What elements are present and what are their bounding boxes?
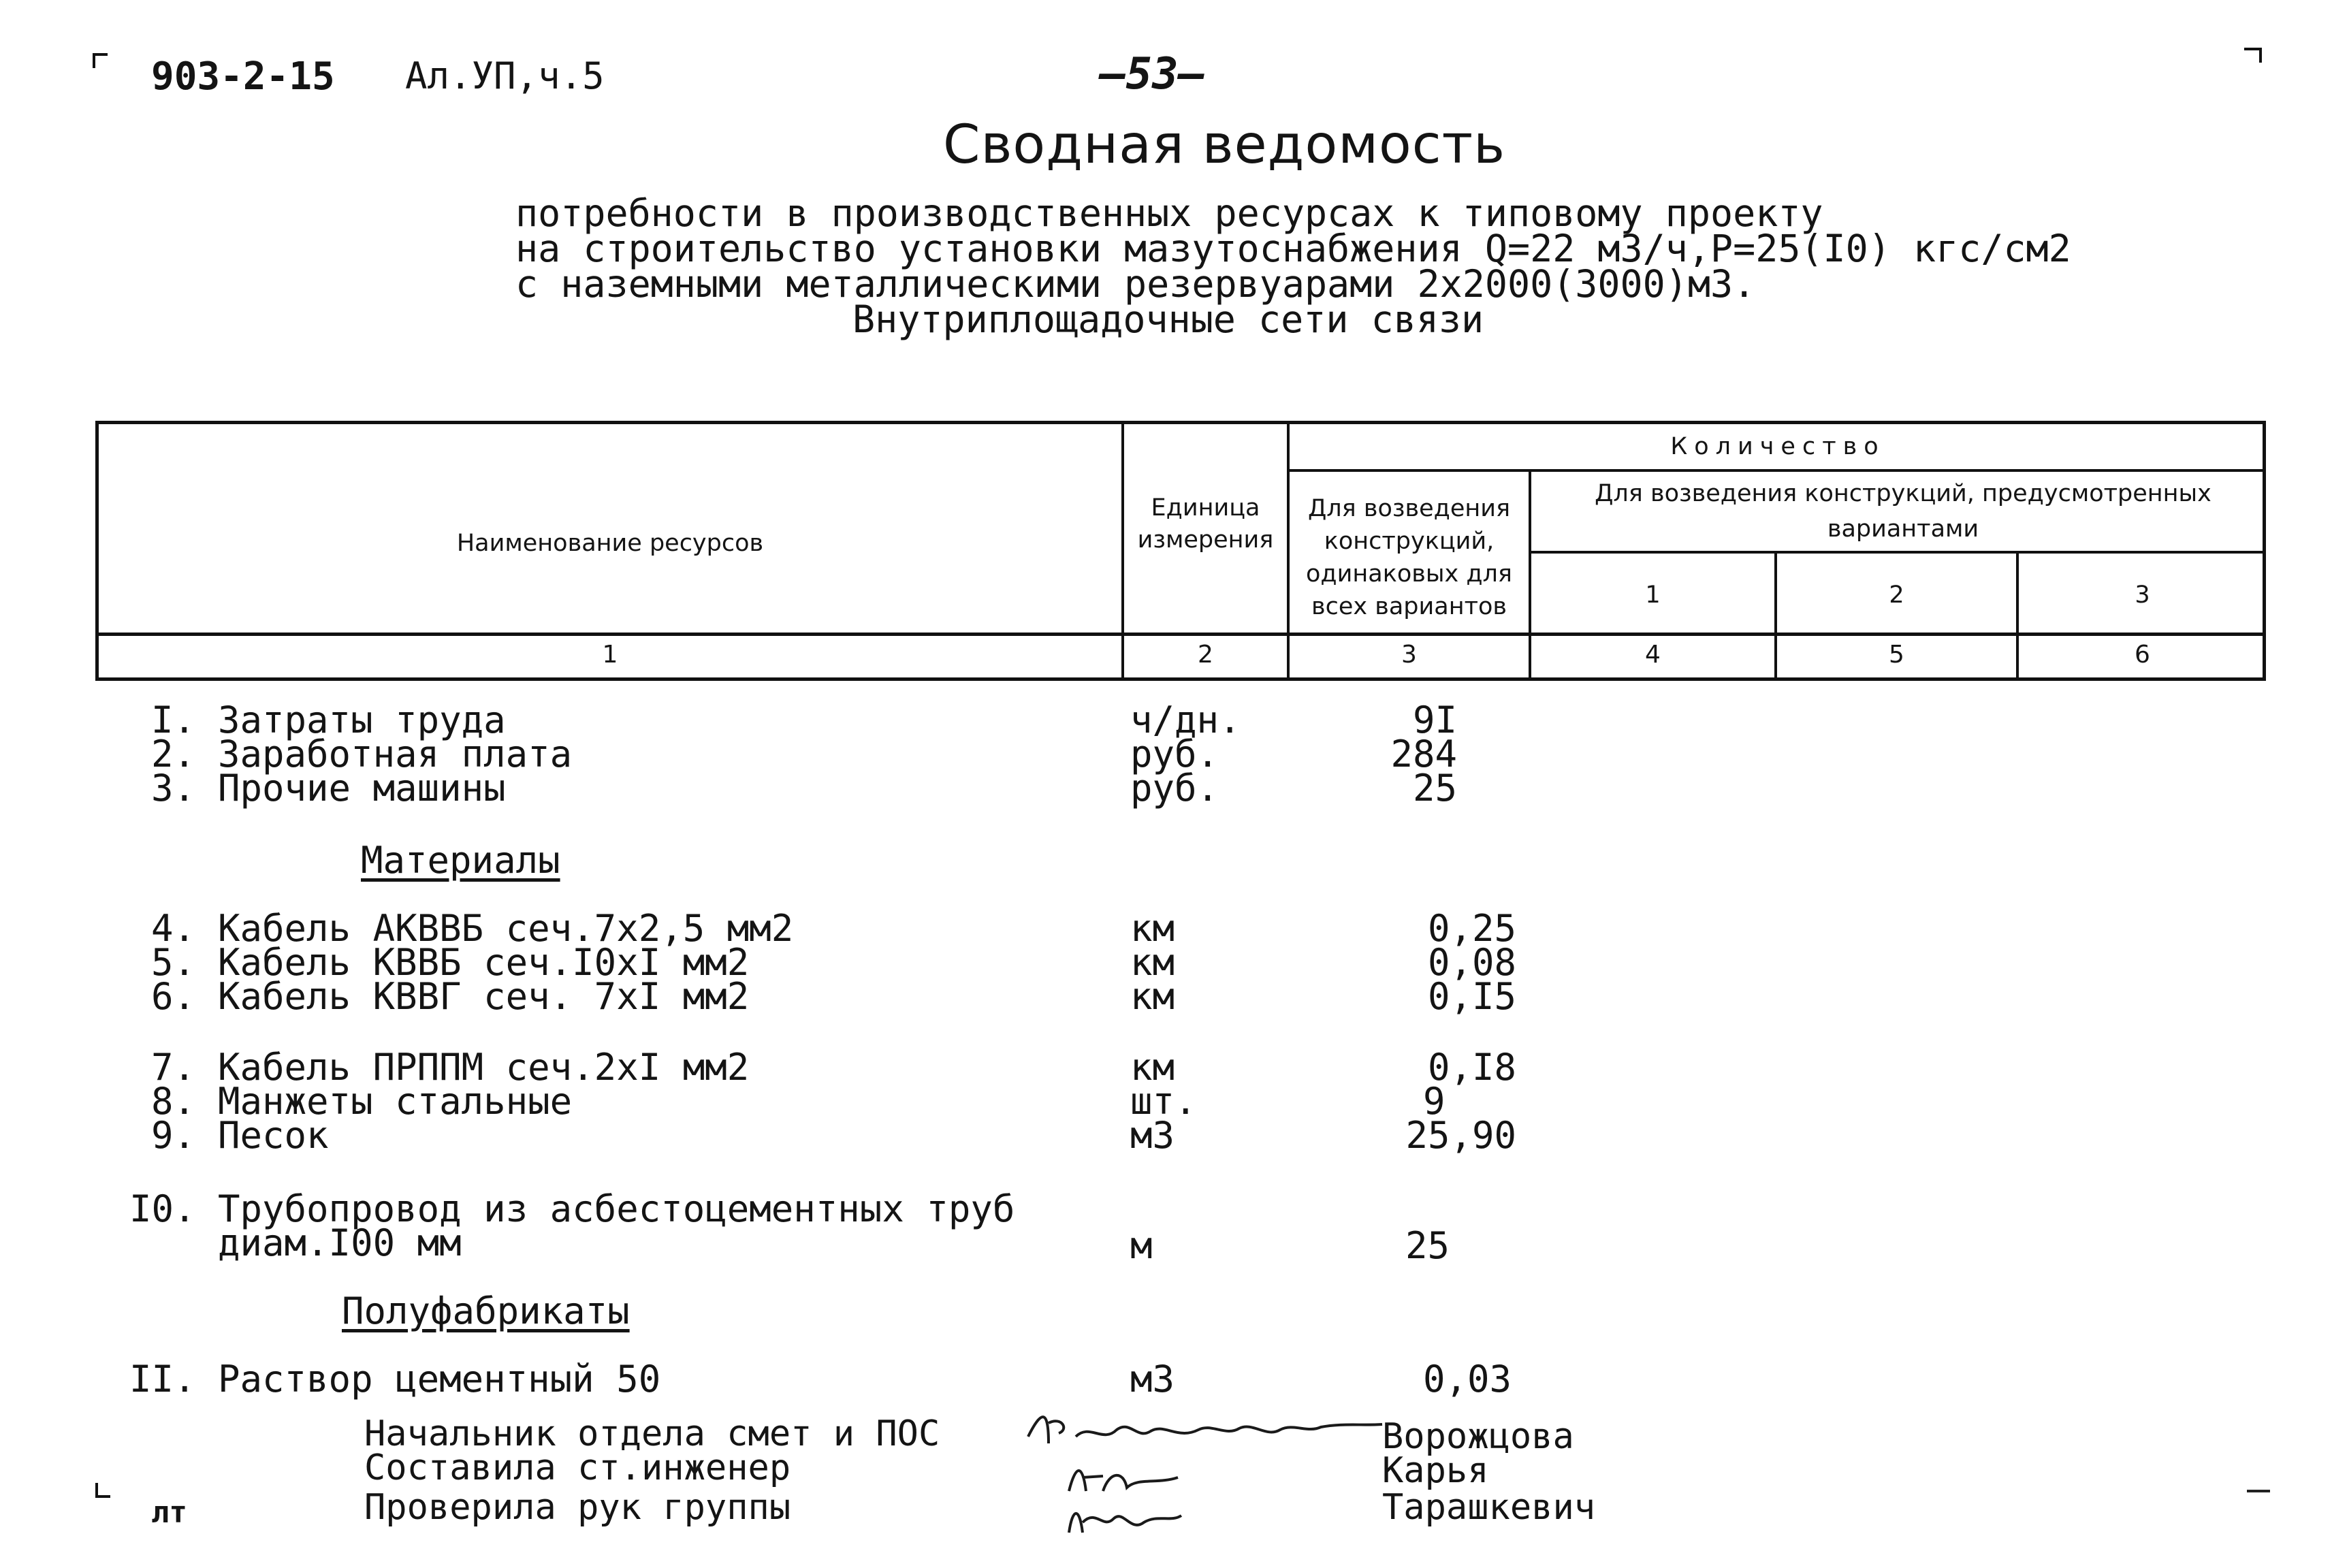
row-name: Кабель КВВГ сеч. 7хI мм2 (218, 975, 750, 1018)
row-unit: м (1130, 1224, 1153, 1267)
row-name: Манжеты стальные (218, 1080, 573, 1123)
row-quantity: 0,08 (1427, 941, 1516, 984)
row-number: 4. (151, 907, 196, 950)
row-number: II. (129, 1358, 196, 1401)
header-by-variants (1563, 476, 2243, 547)
footer-mark: лт (151, 1495, 187, 1530)
signature-name-1: Ворожцова (1382, 1416, 1574, 1457)
row-unit: км (1130, 907, 1175, 950)
row-name: Раствор цементный 50 (218, 1358, 661, 1401)
table-row (0, 1114, 2332, 1157)
header-by-variants-text: Для возведения конструкций, предусмотренных вариантами (1595, 480, 2211, 543)
row-unit: шт. (1130, 1080, 1197, 1123)
header-variant-3: 3 (2135, 581, 2150, 609)
column-number-4: 4 (1645, 641, 1661, 669)
row-name: Песок (218, 1114, 329, 1157)
row-quantity: 25,90 (1405, 1114, 1516, 1157)
table-row (0, 975, 2332, 1018)
row-quantity: 0,I5 (1427, 975, 1516, 1018)
row-number: 2. (151, 733, 196, 775)
column-number-2: 2 (1198, 641, 1213, 669)
row-quantity: 9I (1412, 699, 1457, 741)
row-unit: км (1130, 975, 1175, 1018)
table-row (0, 1358, 2332, 1401)
row-number: I. (151, 699, 196, 741)
handwritten-signature-1 (1021, 1403, 1389, 1457)
row-name: Кабель КВВБ сеч.I0хI мм2 (218, 941, 750, 984)
header-unit-text: Единица измерения (1137, 494, 1274, 554)
header-common-variants (1290, 492, 1529, 623)
row-name: Кабель ПРППМ сеч.2хI мм2 (218, 1046, 750, 1089)
corner-mark-bottom-left (95, 1483, 110, 1498)
row-name: Прочие машины (218, 767, 506, 810)
row-unit: м3 (1130, 1114, 1175, 1157)
signature-title-2: Составила ст.инженер (364, 1447, 791, 1488)
row-name: Трубопровод из асбестоцементных труб (218, 1187, 1015, 1230)
row-unit: руб. (1130, 767, 1219, 810)
column-number-1: 1 (602, 641, 618, 669)
signature-title-3: Проверила рук группы (364, 1487, 791, 1528)
row-quantity: 25 (1405, 1224, 1450, 1267)
column-number-3: 3 (1401, 641, 1417, 669)
resource-table-header (95, 421, 2266, 681)
section-heading-semi-finished: Полуфабрикаты (342, 1290, 630, 1332)
subtitle-line-3: с наземными металлическими резервуарами 2х2000(3000)м3. (515, 262, 1756, 306)
row-unit: м3 (1130, 1358, 1175, 1401)
row-number: 8. (151, 1080, 196, 1123)
header-quantity: Количество (1670, 433, 1885, 460)
row-quantity: 284 (1390, 733, 1457, 775)
header-common-line-2: конструкций, (1324, 528, 1495, 555)
row-number: 6. (151, 975, 196, 1018)
row-number: 9. (151, 1114, 196, 1157)
header-common-line-3: одинаковых для (1306, 560, 1512, 588)
document-part: Ал.УП,ч.5 (405, 54, 605, 97)
row-quantity: 0,I8 (1427, 1046, 1516, 1089)
table-row (0, 767, 2332, 810)
subtitle-line-4: Внутриплощадочные сети связи (852, 298, 1484, 341)
row-quantity: 0,25 (1427, 907, 1516, 950)
page-title: Сводная ведомость (943, 114, 1506, 176)
header-variant-1: 1 (1645, 581, 1661, 609)
signature-name-2: Карья (1382, 1450, 1489, 1491)
corner-mark-top-left (93, 53, 108, 68)
row-unit: км (1130, 1046, 1175, 1089)
row-name: Заработная плата (218, 733, 573, 775)
row-unit: км (1130, 941, 1175, 984)
header-unit (1124, 492, 1287, 556)
signature-title-1: Начальник отдела смет и ПОС (364, 1413, 940, 1454)
header-resource-name: Наименование ресурсов (456, 530, 764, 557)
document-code: 903-2-15 (151, 54, 335, 99)
header-variant-2: 2 (1889, 581, 1904, 609)
row-number: I0. (129, 1187, 196, 1230)
handwritten-signature-3 (1062, 1495, 1185, 1543)
corner-mark-top-right (2244, 48, 2262, 63)
subtitle-line-2: на строительство установки мазутоснабжения Q=22 м3/ч,Р=25(I0) кгс/см2 (515, 227, 2071, 270)
row-number: 3. (151, 767, 196, 810)
page-number: —53— (1100, 49, 1205, 99)
row-quantity: 25 (1412, 767, 1457, 810)
row-name-continuation: диам.I00 мм (218, 1221, 462, 1264)
row-unit: руб. (1130, 733, 1219, 775)
row-name: Кабель АКВВБ сеч.7х2,5 мм2 (218, 907, 794, 950)
column-number-5: 5 (1889, 641, 1904, 669)
row-quantity: 9 (1423, 1080, 1445, 1123)
table-row (0, 1187, 2332, 1267)
signature-name-3: Тарашкевич (1382, 1487, 1596, 1528)
subtitle-line-1: потребности в производственных ресурсах к типовому проекту (515, 191, 1823, 235)
row-unit: ч/дн. (1130, 699, 1241, 741)
row-name: Затраты труда (218, 699, 506, 741)
handwritten-signature-2 (1062, 1457, 1185, 1498)
edge-dash (2247, 1490, 2270, 1492)
header-common-line-1: Для возведения (1307, 495, 1511, 522)
row-number: 5. (151, 941, 196, 984)
row-quantity: 0,03 (1423, 1358, 1512, 1401)
row-number: 7. (151, 1046, 196, 1089)
section-heading-materials: Материалы (361, 839, 560, 882)
header-common-line-4: всех вариантов (1311, 593, 1507, 620)
column-number-6: 6 (2135, 641, 2150, 669)
